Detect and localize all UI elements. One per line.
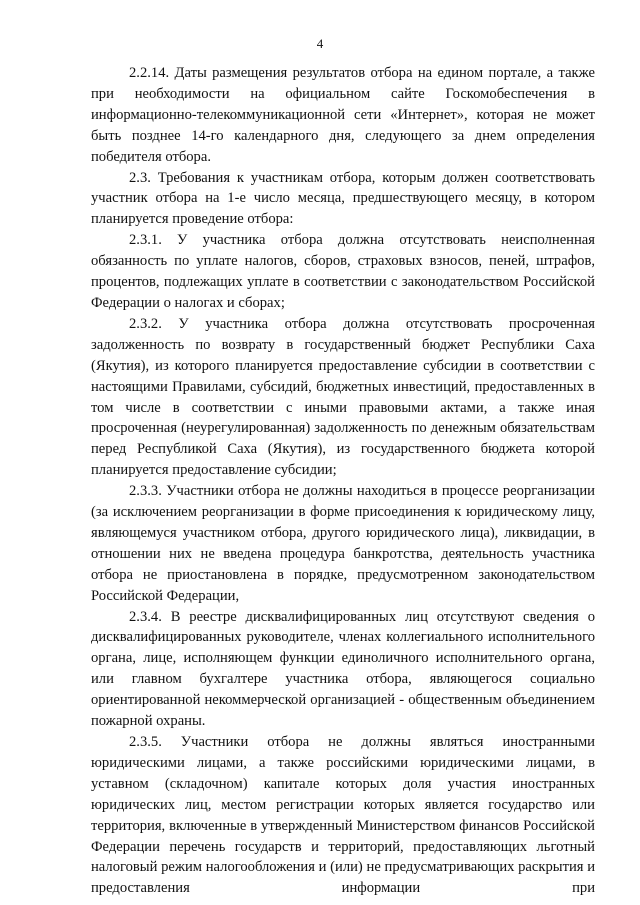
- paragraph-2-3-3: 2.3.3. Участники отбора не должны находиться в процессе реорганизации (за исключением реорганизации в форме присоединения к юридическому лицу, являющемуся участником отбора, другого юридического лица), ликвидации, в отношении них не введена процедура банкротства, деятельность участника отбора не приостановлена в порядке, предусмотренном законодательством Российской Федерации,: [91, 483, 595, 604]
- page-number: 4: [316, 36, 324, 51]
- paragraph-2-3-5: 2.3.5. Участники отбора не должны являться иностранными юридическими лицами, а также российскими юридическими лицами, в уставном (складочном) капитале которых доля участия иностранных юридических лиц, местом регистрации которых является государство или территория, включенные в утвержденный Министерством финансов Российской Федерации перечень государств и территорий, предоставляющих льготный налоговый режим налогообложения и (или) не предусматривающих раскрытия и предоставления информации при: [91, 734, 595, 897]
- paragraph-2-3-1: 2.3.1. У участника отбора должна отсутствовать неисполненная обязанность по уплате налогов, сборов, страховых взносов, пеней, штрафов, процентов, подлежащих уплате в соответствии с законодательством Российской Федерации о налогах и сборах;: [91, 232, 595, 311]
- document-body: [91, 63, 595, 899]
- paragraph-2-3-2: 2.3.2. У участника отбора должна отсутствовать просроченная задолженность по возврату в государственный бюджет Республики Саха (Якутия), из которого планируется предоставление субсидии в соответствии с настоящими Правилами, субсидий, бюджетных инвестиций, предоставленных в том числе в соответствии с иными правовыми актами, а также иная просроченная (неурегулированная) задолженность по денежным обязательствам перед Республикой Саха (Якутия), из государственного бюджета которой планируется предоставление субсидии;: [91, 315, 595, 479]
- paragraph-2-3-4: 2.3.4. В реестре дисквалифицированных лиц отсутствуют сведения о дисквалифицированных руководителе, членах коллегиального исполнительного органа, лице, исполняющем функции единоличного исполнительного органа, или главном бухгалтере участника отбора, являющегося социально ориентированной некоммерческой организацией - общественным объединением пожарной охраны.: [91, 608, 595, 730]
- paragraph-2-2-14: 2.2.14. Даты размещения результатов отбора на едином портале, а также при необходимости на официальном сайте Госкомобеспечения в информационно-телекоммуникационной сети «Интернет», которая не может быть позднее 14-го календарного дня, следующего за днем определения победителя отбора.: [91, 65, 595, 165]
- paragraph-2-3: 2.3. Требования к участникам отбора, которым должен соответствовать участник отбора на 1-е число месяца, предшествующего месяцу, в котором планируется проведение отбора:: [91, 169, 595, 228]
